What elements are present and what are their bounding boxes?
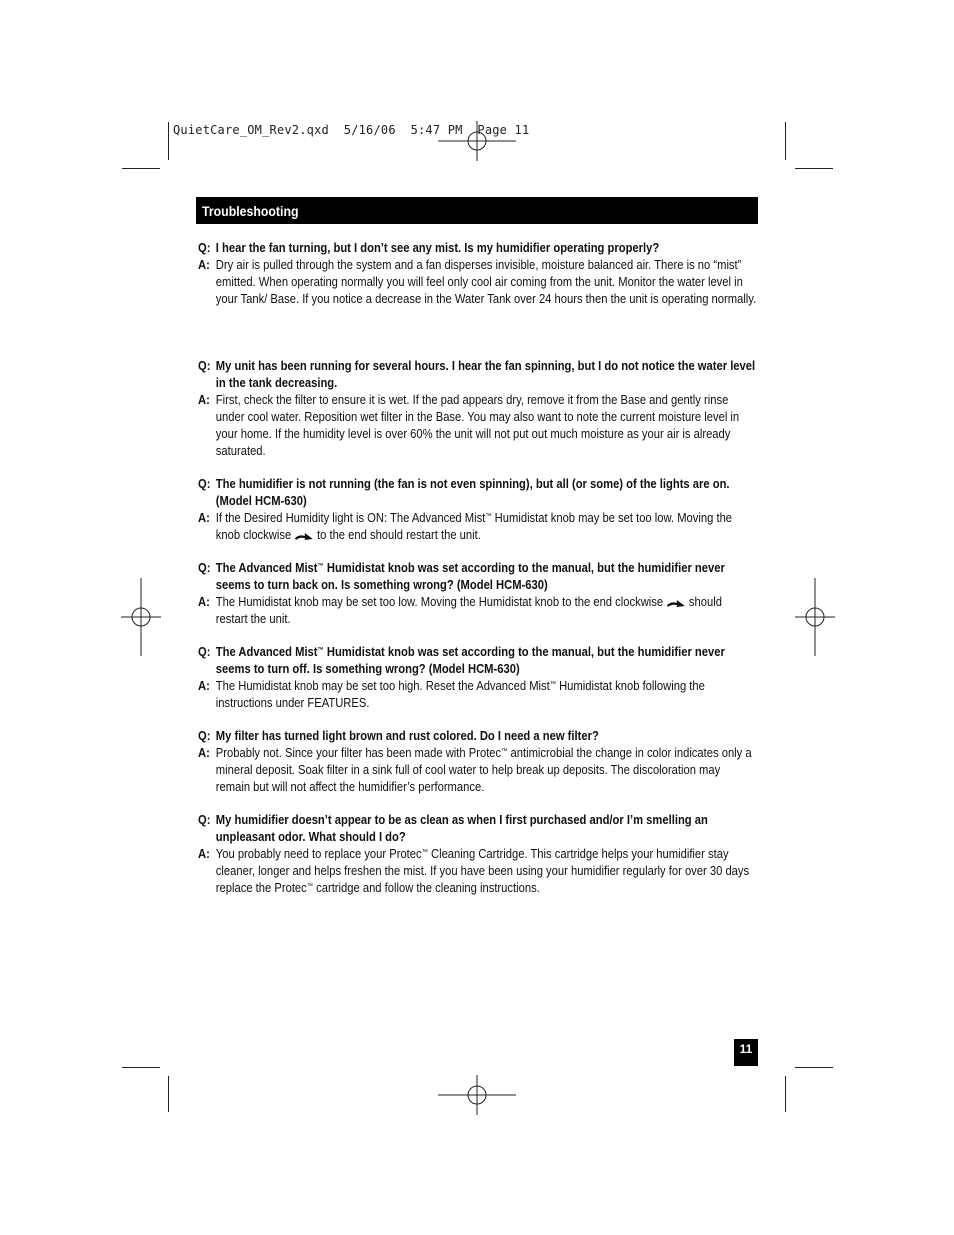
answer-text: You probably need to replace your Protec™ Cleaning Cartridge. This cartridge helps your humidifier stay cleaner, longer and helps freshen the mist. If you have been using your humidifier regularly for over 30 days replace the Protec™ cartridge and follow the cleaning instructions.: [215, 847, 750, 895]
question-text: My unit has been running for several hours. I hear the fan spinning, but I do not notice the water level in the tank decreasing.: [215, 359, 756, 390]
question: [198, 644, 756, 678]
answer: [198, 745, 756, 796]
crop-mark: [795, 1067, 833, 1068]
qa-item: [198, 240, 758, 308]
qa-item: [198, 812, 758, 897]
answer-text: Dry air is pulled through the system and a fan disperses invisible, moisture balanced air. There is no “mist” emitted. When operating normally you will feel only cool air coming from the unit. Monitor the water level in your Tank/ Base. If you notice a decrease in the Water Tank over 24 hours then the unit is operating normally.: [215, 258, 757, 306]
question-label: Q:: [198, 729, 211, 743]
trademark-symbol: ™: [317, 563, 324, 570]
qa-item: [198, 560, 758, 628]
answer: [198, 846, 756, 897]
question: [198, 812, 756, 846]
answer-text: Probably not. Since your filter has been made with Protec™ antimicrobial the change in color indicates only a mineral deposit. Soak filter in a sink full of cool water to help break up deposits. The discoloration may remain but will not affect the humidifier’s performance.: [215, 746, 752, 794]
answer: [198, 392, 756, 460]
trademark-symbol: ™: [501, 748, 508, 755]
crop-mark: [795, 168, 833, 169]
question-label: Q:: [198, 477, 211, 491]
question-text: The Advanced Mist™ Humidistat knob was set according to the manual, but the humidifier never seems to turn off. Is something wrong? (Model HCM-630): [215, 645, 725, 676]
section-title: Troubleshooting: [202, 203, 299, 219]
question-text: My humidifier doesn’t appear to be as clean as when I first purchased and/or I’m smelling an unpleasant odor. What should I do?: [215, 813, 708, 844]
answer-text: If the Desired Humidity light is ON: The Advanced Mist™ Humidistat knob may be set too low. Moving the knob clockwise to the end should restart the unit.: [215, 511, 733, 542]
question-label: Q:: [198, 241, 211, 255]
question-text: I hear the fan turning, but I don’t see any mist. Is my humidifier operating properly?: [215, 241, 660, 255]
qa-item: [198, 644, 758, 712]
answer: [198, 678, 756, 712]
crop-mark: [785, 1076, 786, 1112]
printer-slug: QuietCare_OM_Rev2.qxd 5/16/06 5:47 PM Page 11: [173, 123, 530, 137]
registration-mark-icon: [438, 1075, 516, 1115]
registration-mark-icon: [795, 578, 835, 656]
answer-label: A:: [198, 847, 210, 861]
answer-label: A:: [198, 679, 210, 693]
registration-mark-icon: [438, 121, 516, 161]
answer-text: First, check the filter to ensure it is wet. If the pad appears dry, remove it from the Base and gently rinse under cool water. Reposition wet filter in the Base. You may also want to note the current moisture level in your home. If the humidity level is over 60% the unit will not put out much moisture as your air is already saturated.: [215, 393, 740, 458]
clockwise-arrow-icon: [294, 531, 314, 541]
question: [198, 728, 756, 745]
question-label: Q:: [198, 813, 211, 827]
page-number: 11: [734, 1039, 758, 1066]
answer: [198, 594, 756, 628]
answer-label: A:: [198, 746, 210, 760]
question-text: The Advanced Mist™ Humidistat knob was set according to the manual, but the humidifier never seems to turn back on. Is something wrong? (Model HCM-630): [215, 561, 725, 592]
section-header: [196, 197, 758, 224]
question: [198, 240, 756, 257]
crop-mark: [122, 1067, 160, 1068]
question-text: The humidifier is not running (the fan is not even spinning), but all (or some) of the lights are on. (Model HCM-630): [215, 477, 730, 508]
clockwise-arrow-icon: [666, 598, 686, 608]
question-label: Q:: [198, 359, 211, 373]
answer-label: A:: [198, 595, 210, 609]
crop-mark: [785, 122, 786, 160]
answer: [198, 257, 756, 308]
trademark-symbol: ™: [485, 513, 492, 520]
answer-label: A:: [198, 258, 210, 272]
trademark-symbol: ™: [317, 647, 324, 654]
trademark-symbol: ™: [306, 883, 314, 890]
crop-mark: [168, 122, 169, 160]
crop-mark: [122, 168, 160, 169]
question-text: My filter has turned light brown and rust colored. Do I need a new filter?: [215, 729, 599, 743]
answer-text: The Humidistat knob may be set too low. Moving the Humidistat knob to the end clockwise should restart the unit.: [215, 595, 722, 626]
question: [198, 560, 756, 594]
answer: [198, 510, 756, 544]
crop-mark: [168, 1076, 169, 1112]
answer-text: The Humidistat knob may be set too high. Reset the Advanced Mist™ Humidistat knob following the instructions under FEATURES.: [215, 679, 705, 710]
answer-label: A:: [198, 511, 210, 525]
registration-mark-icon: [121, 578, 161, 656]
question-label: Q:: [198, 645, 211, 659]
qa-item: [198, 476, 758, 544]
question-label: Q:: [198, 561, 211, 575]
qa-item: [198, 728, 758, 796]
question: [198, 358, 756, 392]
trademark-symbol: ™: [549, 681, 556, 688]
answer-label: A:: [198, 393, 210, 407]
question: [198, 476, 756, 510]
trademark-symbol: ™: [421, 849, 428, 856]
qa-item: [198, 358, 758, 460]
